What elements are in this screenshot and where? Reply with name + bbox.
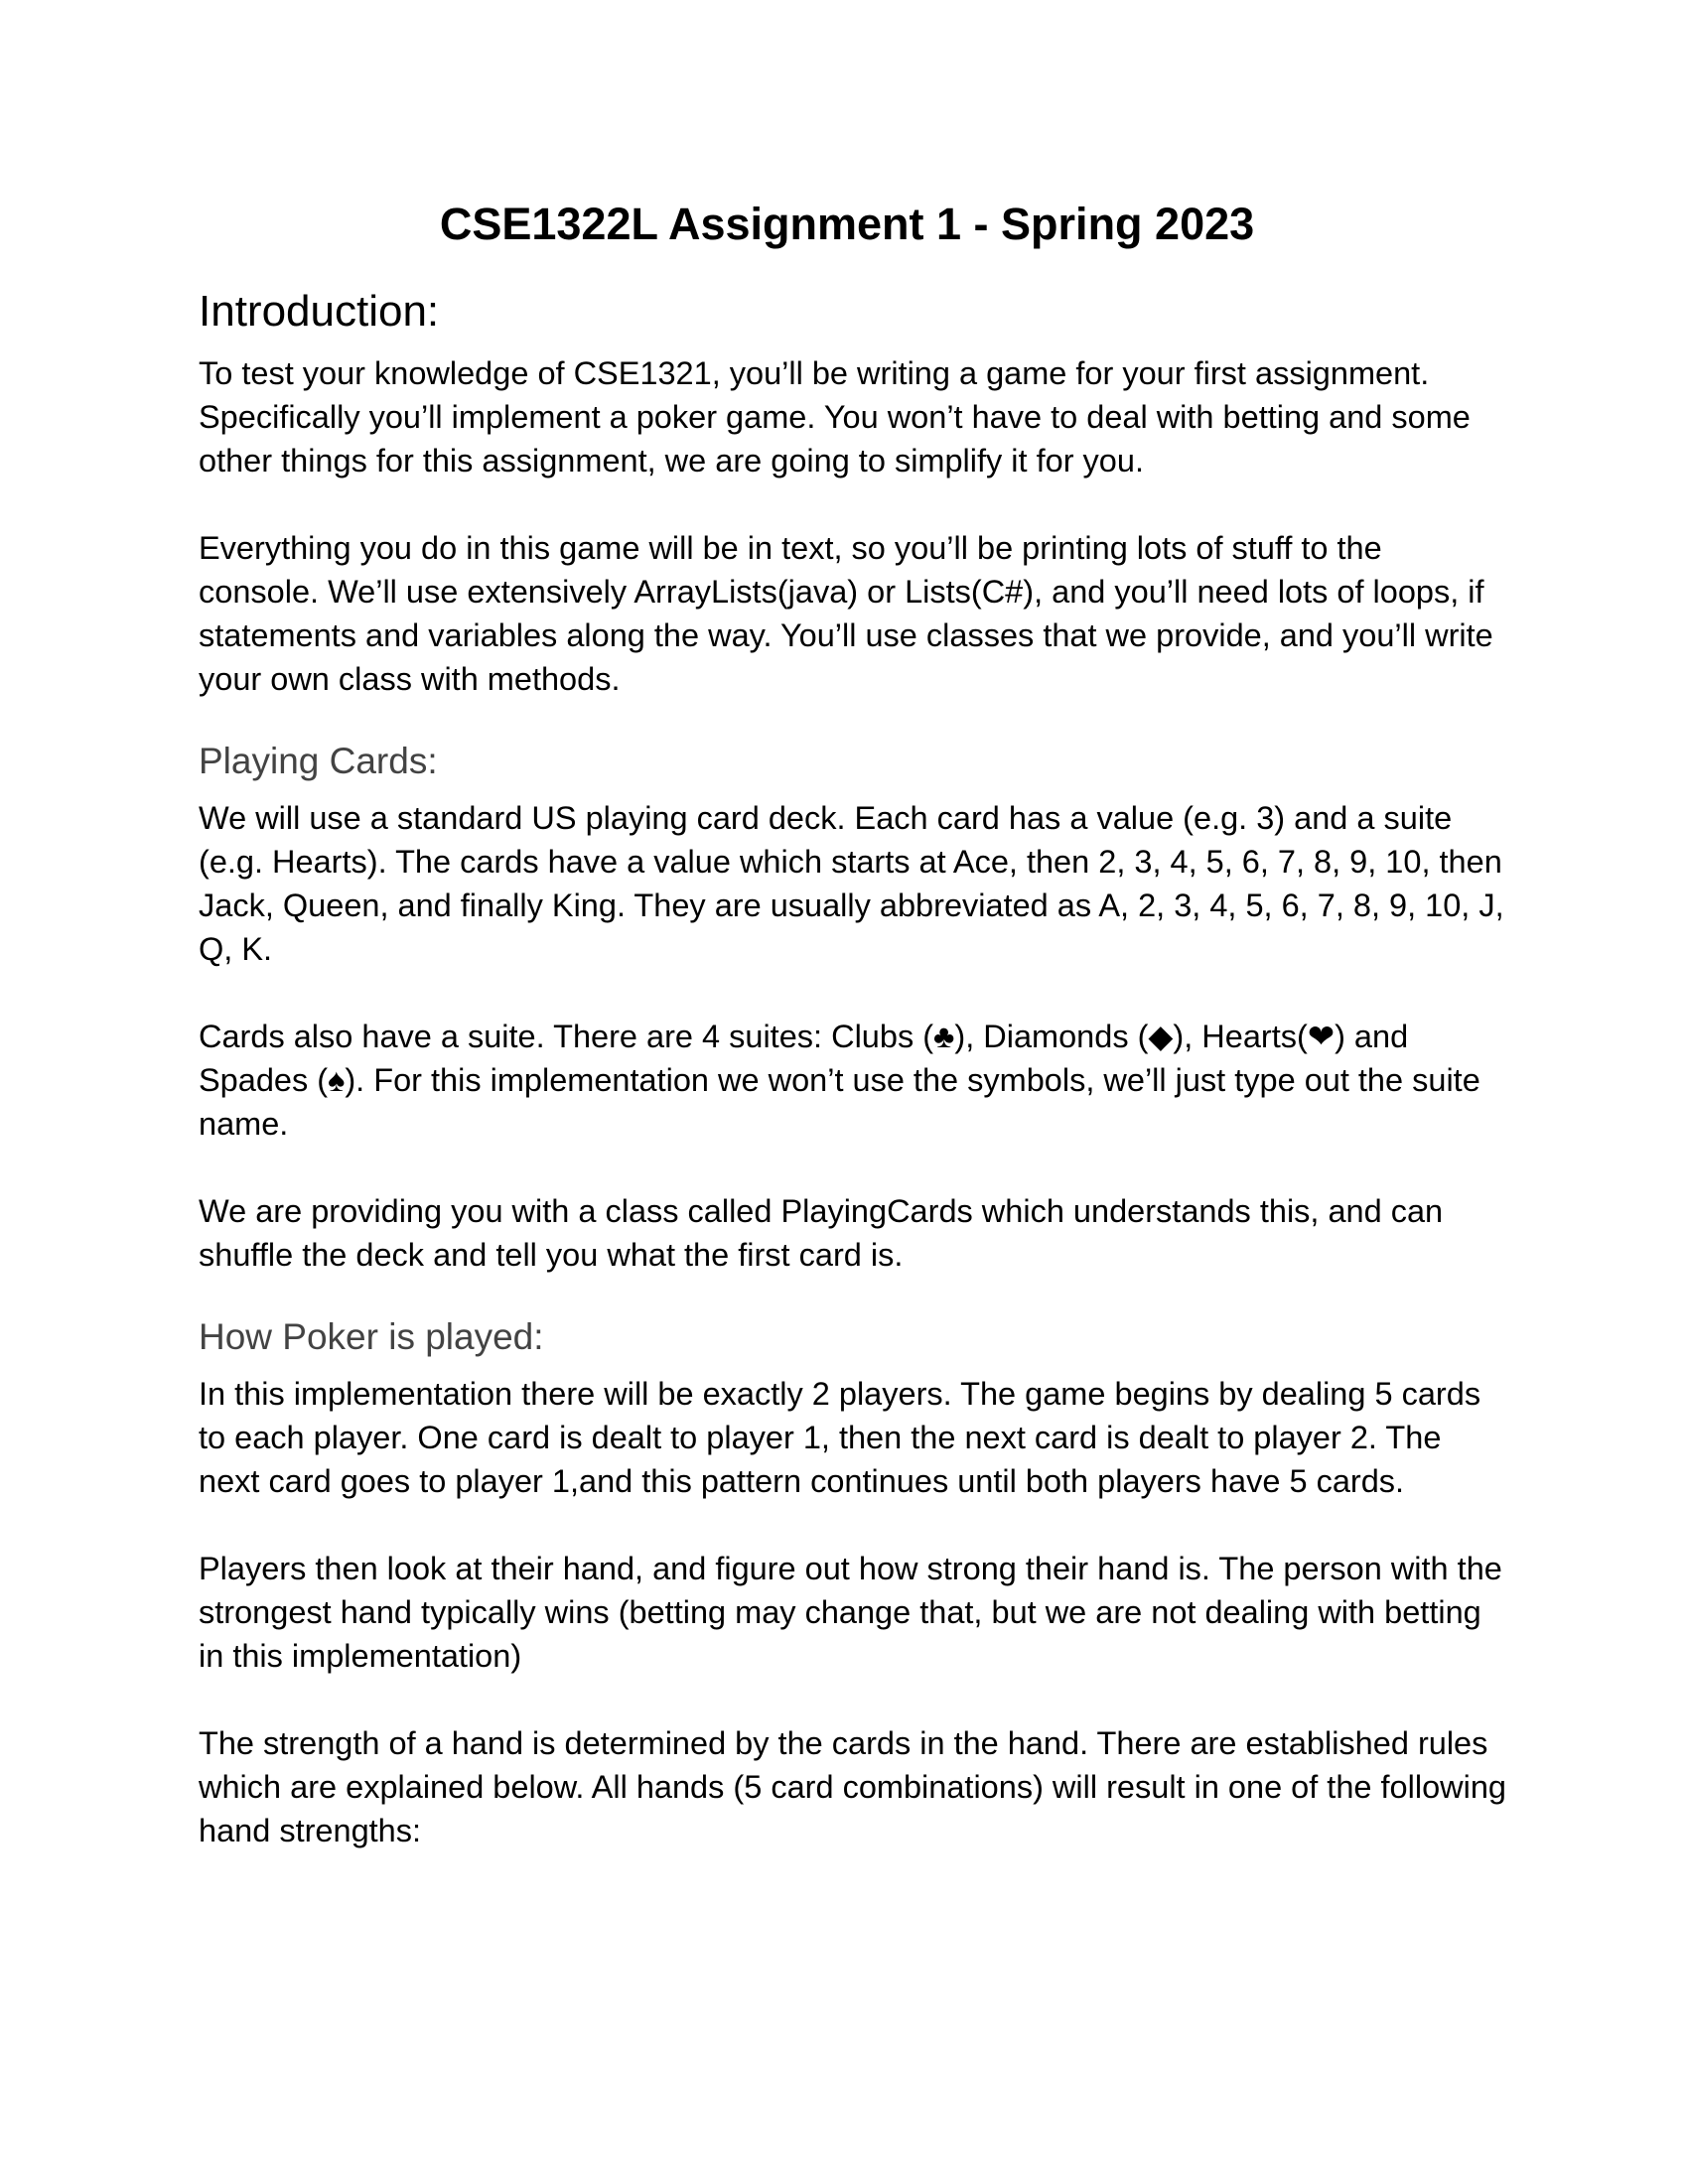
how-poker-paragraph-3: The strength of a hand is determined by the cards in the hand. There are established rules which are explained below. All hands (5 card combinations) will result in one of the following hand strengths: xyxy=(199,1725,1506,1848)
introduction-paragraph-1: To test your knowledge of CSE1321, you’ll be writing a game for your first assignment. Specifically you’ll implement a poker game. You won’t have to deal with betting and some other things for this assignment, we are going to simplify it for you. xyxy=(199,355,1471,478)
how-poker-paragraph-2: Players then look at their hand, and figure out how strong their hand is. The person with the strongest hand typically wins (betting may change that, but we are not dealing with betting in this implementation) xyxy=(199,1551,1502,1674)
how-poker-paragraph-1: In this implementation there will be exactly 2 players. The game begins by dealing 5 cards to each player. One card is dealt to player 1, then the next card is dealt to player 2. The next card goes to player 1,and this pattern continues until both players have 5 cards. xyxy=(199,1376,1481,1499)
introduction-heading: Introduction: xyxy=(199,287,440,336)
document-content xyxy=(199,195,1509,1896)
document-title: CSE1322L Assignment 1 - Spring 2023 xyxy=(439,199,1255,249)
how-poker-heading: How Poker is played: xyxy=(199,1316,544,1357)
playing-cards-heading: Playing Cards: xyxy=(199,741,438,781)
playing-cards-paragraph-2: Cards also have a suite. There are 4 suites: Clubs (♣), Diamonds (◆), Hearts(❤) and Spades (♠). For this implementation we won’t use the symbols, we’ll just type out the suite name. xyxy=(199,1019,1480,1142)
playing-cards-paragraph-1: We will use a standard US playing card deck. Each card has a value (e.g. 3) and a suite (e.g. Hearts). The cards have a value which starts at Ace, then 2, 3, 4, 5, 6, 7, 8, 9, 10, then Jack, Queen, and finally King. They are usually abbreviated as A, 2, 3, 4, 5, 6, 7, 8, 9, 10, J, Q, K. xyxy=(199,800,1504,967)
playing-cards-paragraph-3: We are providing you with a class called PlayingCards which understands this, and can shuffle the deck and tell you what the first card is. xyxy=(199,1193,1444,1273)
introduction-paragraph-2: Everything you do in this game will be in text, so you’ll be printing lots of stuff to the console. We’ll use extensively ArrayLists(java) or Lists(C#), and you’ll need lots of loops, if statements and variables along the way. You’ll use classes that we provide, and you’ll write your own class with methods. xyxy=(199,530,1493,697)
